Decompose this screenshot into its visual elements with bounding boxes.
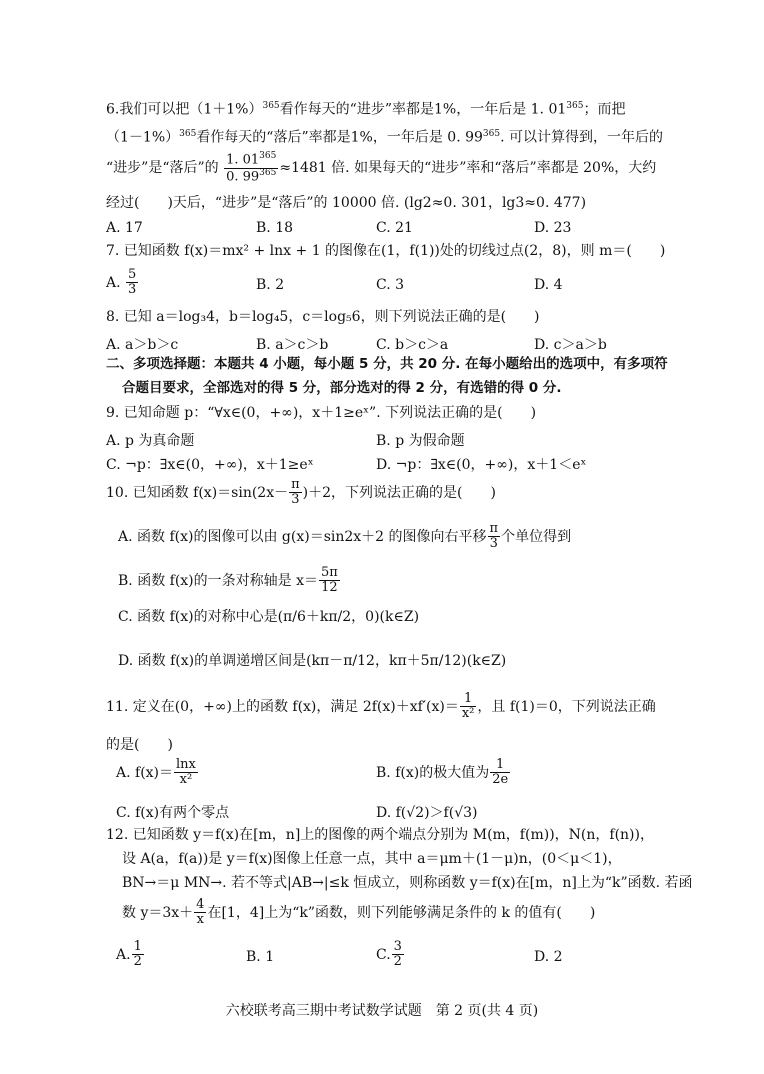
q9-option-b: B. p 为假命题 — [376, 433, 465, 449]
q11-options-row-2 — [106, 802, 676, 822]
q8-option-a: A. a＞b＞c — [106, 337, 179, 353]
section2-heading-line-2: 合题目要求，全部选对的得 5 分，部分选对的得 2 分，有选错的得 0 分. — [122, 380, 562, 396]
q8-option-d: D. c＞a＞b — [534, 337, 607, 353]
q11-option-b: B. f(x)的极大值为 $\frac{1}{2e}$ — [376, 757, 509, 788]
q7-option-a: A. $\frac{5}{3}$ — [106, 267, 137, 298]
q6-line-3: “进步”是“落后”的 $\frac{1. 01^{365}}{0. 99^{365}}$ ≈1481 倍. 如果每天的“进步”率和“落后”率都是 20%，大约 — [106, 151, 657, 184]
q6-options — [106, 220, 676, 240]
q12-option-d: D. 2 — [534, 949, 563, 965]
q7-option-d: D. 4 — [534, 277, 563, 293]
q12-line-2: 设 A(a，f(a))是 y＝f(x)图像上任意一点，其中 a＝μm＋(1－μ)n，(0＜μ＜1)， — [122, 851, 622, 867]
q6-line-4: 经过( )天后，“进步”是“落后”的 10000 倍. (lg2≈0. 301，lg3≈0. 477) — [106, 195, 587, 211]
q9-stem: 9. 已知命题 p：“∀x∈(0，+∞)，x＋1≥eˣ”. 下列说法正确的是( ) — [106, 405, 537, 421]
q6-line-2: $(1-1\%)^{365}$看作每天的“落后”率都是1%，一年后是 0. $99^{365}$. 可以计算得到，一年后的 — [106, 129, 664, 146]
q10-option-d: D. 函数 f(x)的单调递增区间是(kπ－π/12，kπ＋5π/12)(k∈Z) — [118, 653, 507, 669]
q9-option-a: A. p 为真命题 — [106, 433, 195, 449]
q10-stem: 10. 已知函数 f(x)＝sin(2x－ $\frac{\pi}{3}$ )＋2，下列说法正确的是( ) — [106, 477, 496, 508]
q10-option-b: B. 函数 f(x)的一条对称轴是 x＝ $\frac{5\pi}{12}$ — [118, 565, 338, 596]
q12-option-b: B. 1 — [246, 949, 275, 965]
q12-line-3: BN→＝μ MN→. 若不等式|AB→|≤k 恒成立，则称函数 y＝f(x)在[m，n]上为“k”函数. 若函 — [122, 875, 693, 891]
q7-stem: 7. 已知函数 f(x)＝mx² + lnx + 1 的图像在(1，f(1))处的切线过点(2，8)，则 m＝( ) — [106, 243, 666, 259]
q9-options-row-2 — [106, 454, 676, 474]
q12-line-4: 数 y＝3x＋ $\frac{4}{x}$ 在[1，4]上为“k”函数，则下列能够满足条件的 k 的值有( ) — [122, 897, 596, 928]
q11-option-c: C. f(x)有两个零点 — [116, 805, 230, 821]
q11-options-row-1 — [106, 758, 676, 794]
q8-option-b: B. a＞c＞b — [256, 337, 329, 353]
q6-option-a: A. 17 — [106, 220, 143, 236]
section2-heading-line-1: 二、多项选择题：本题共 4 小题，每小题 5 分，共 20 分. 在每小题给出的选项中，有多项符 — [106, 356, 668, 372]
q8-option-c: C. b＞c＞a — [376, 337, 449, 353]
q8-stem: 8. 已知 a＝log₃4，b＝log₄5，c＝log₅6，则下列说法正确的是( ) — [106, 309, 540, 325]
q9-options-row-1 — [106, 430, 676, 450]
q10-option-c: C. 函数 f(x)的对称中心是(π/6＋kπ/2，0)(k∈Z) — [118, 609, 420, 625]
q6-ratio-fraction: $\frac{1. 01^{365}}{0. 99^{365}}$ — [226, 151, 277, 184]
q11-stem-2: 的是( ) — [106, 737, 173, 753]
q12-options — [106, 940, 676, 976]
q9-option-d: D. ¬p：∃x∈(0，+∞)，x＋1＜eˣ — [376, 457, 587, 473]
q11-option-a: A. f(x)＝ $\frac{\ln x}{\text{x²}}$ — [116, 757, 196, 788]
q10-option-a: A. 函数 f(x)的图像可以由 g(x)＝sin2x＋2 的图像向右平移 $\frac{\pi}{3}$ 个单位得到 — [118, 521, 572, 552]
q7-option-b: B. 2 — [256, 277, 285, 293]
q8-options — [106, 334, 676, 354]
q6-option-c: C. 21 — [376, 220, 413, 236]
q12-option-c: C. $\frac{3}{2}$ — [376, 939, 402, 970]
q7-option-c: C. 3 — [376, 277, 405, 293]
q7-options — [106, 268, 676, 302]
page-footer: 六校联考高三期中考试数学试题 第 2 页(共 4 页) — [225, 1003, 539, 1019]
q6-option-d: D. 23 — [534, 220, 572, 236]
q12-line-1: 12. 已知函数 y＝f(x)在[m，n]上的图像的两个端点分别为 M(m，f(m))，N(n，f(n))， — [106, 827, 654, 843]
q12-option-a: A. $\frac{1}{2}$ — [116, 939, 142, 970]
q11-stem: 11. 定义在(0，+∞)上的函数 f(x)，满足 2f(x)＋xf′(x)＝ $\frac{1}{\text{x²}}$ ，且 f(1)＝0，下列说法正确 — [106, 691, 656, 722]
q11-option-d: D. f(√2)＞f(√3) — [376, 805, 478, 821]
q6-option-b: B. 18 — [256, 220, 294, 236]
q9-option-c: C. ¬p：∃x∈(0，+∞)，x＋1≥eˣ — [106, 457, 314, 473]
q6-line-1: 6.我们可以把$(1+1\%)^{365}$看作每天的“进步”率都是1%，一年后是 1. $01^{365}$；而把 — [106, 101, 626, 118]
